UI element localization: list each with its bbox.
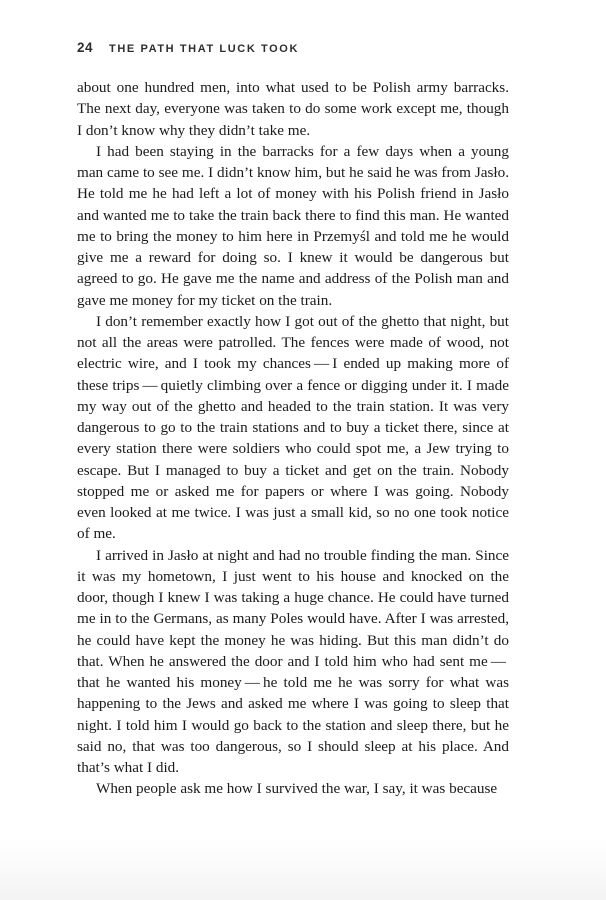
paragraph: I don’t remember exactly how I got out of the ghetto that night, but not all the areas were patrolled. The fences were made of wood, not electric wire, and I took my chances — I ended up making more of these trips — quietly climbing over a fence or digging under it. I made my way out of the ghetto and headed to the train station. It was very dangerous to go to the train stations and to buy a ticket there, since at every station there were soldiers who could spot me, a Jew trying to escape. But I managed to buy a ticket and get on the train. Nobody stopped me or asked me for papers or where I was going. Nobody even looked at me twice. I was just a small kid, so no one took notice of me. — [77, 312, 509, 543]
paragraph: I arrived in Jasło at night and had no trouble finding the man. Since it was my hometown, I just went to his house and knocked on the door, though I knew I was taking a huge chance. He could have turned me in to the Germans, as many Poles would have. After I was arrested, he could have kept the money he was hiding. But this man didn’t do that. When he answered the door and I told him who had sent me — that he wanted his money — he told me he was sorry for what was happening to the Jews and asked me where I was going to sleep that night. I told him I would go back to the station and sleep there, but he said no, that was too dangerous, so I should sleep at his place. And that’s what I did. — [77, 546, 509, 776]
paragraph-continuation: about one hundred men, into what used to be Polish army barracks. The next day, everyone was taken to do some work except me, though I don’t know why they didn’t take me. — [77, 79, 509, 139]
running-head — [77, 40, 299, 55]
paragraph: When people ask me how I survived the war, I say, it was because — [96, 780, 498, 798]
running-head-title: THE PATH THAT LUCK TOOK — [109, 43, 300, 55]
body-text-column — [77, 77, 509, 800]
paragraph: I had been staying in the barracks for a few days when a young man came to see me. I didn’t know him, but he said he was from Jasło. He told me he had left a lot of money with his Polish friend in Jasło and wanted me to take the train back there to find this man. He wanted me to bring the money to him here in Przemyśl and told me he would give me a reward for doing so. I knew it would be dangerous but agreed to go. He gave me the name and address of the Polish man and gave me money for my ticket on the train. — [77, 142, 509, 309]
page-number: 24 — [77, 40, 94, 55]
